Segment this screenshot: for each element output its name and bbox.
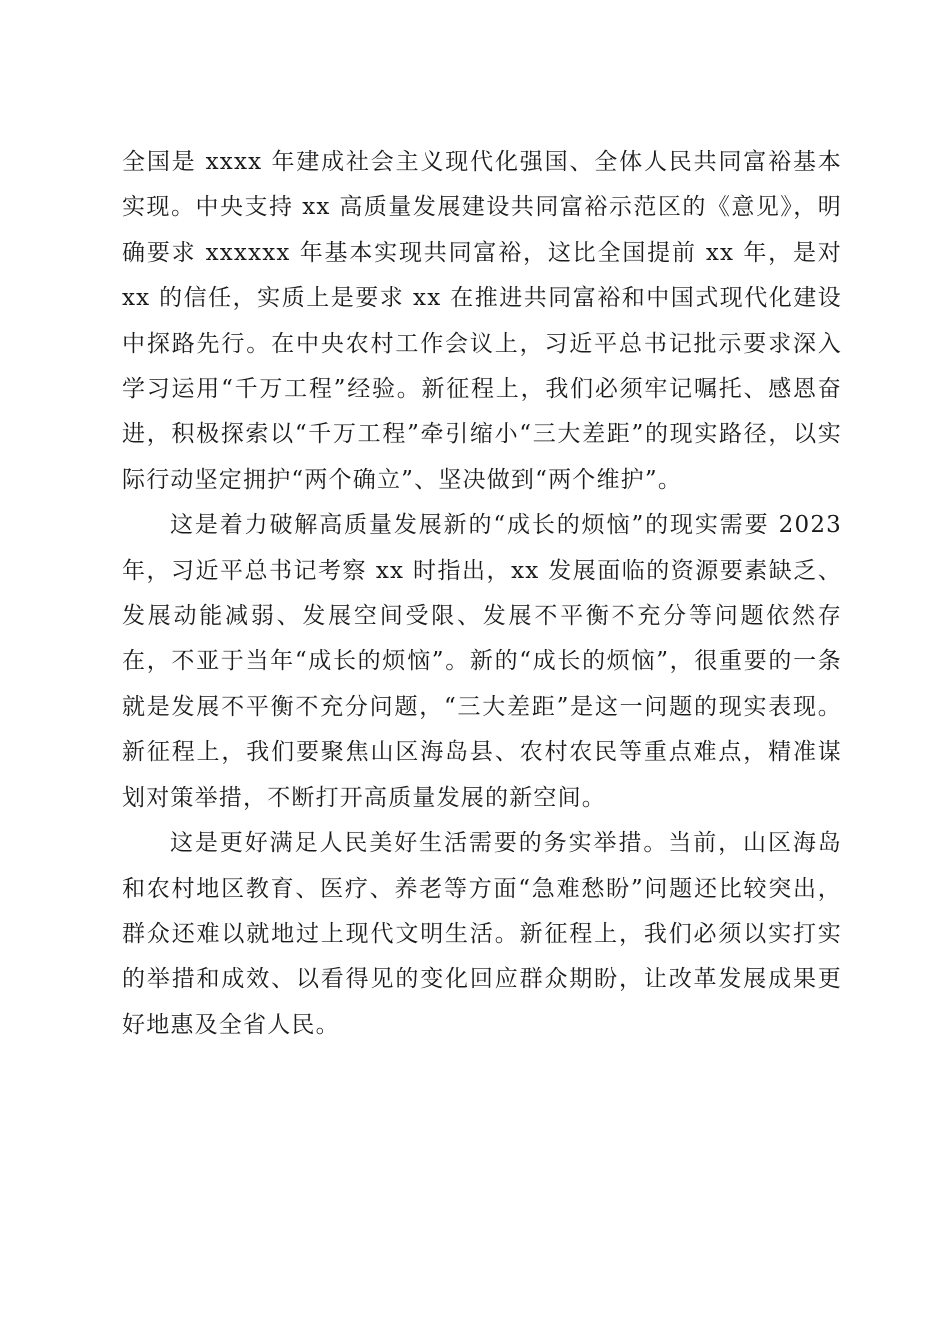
paragraph-3: 这是更好满足人民美好生活需要的务实举措。当前，山区海岛和农村地区教育、医疗、养老等方面“急难愁盼”问题还比较突出，群众还难以就地过上现代文明生活。新征程上，我们必须以实打实的举措和成效、以看得见的变化回应群众期盼，让改革发展成果更好地惠及全省人民。 — [122, 830, 842, 1038]
paragraph-2: 这是着力破解高质量发展新的“成长的烦恼”的现实需要 2023 年，习近平总书记考察 xx 时指出，xx 发展面临的资源要素缺乏、发展动能减弱、发展空间受限、发展不平衡不充分等问题依然存在，不亚于当年“成长的烦恼”。新的“成长的烦恼”，很重要的一条就是发展不平衡不充分问题，“三大差距”是这一问题的现实表现。新征程上，我们要聚焦山区海岛县、农村农民等重点难点，精准谋划对策举措，不断打开高质量发展的新空间。 — [122, 512, 842, 811]
paragraph-1: 全国是 xxxx 年建成社会主义现代化强国、全体人民共同富裕基本实现。中央支持 xx 高质量发展建设共同富裕示范区的《意见》，明确要求 xxxxxx 年基本实现共同富裕，这比全国提前 xx 年，是对 xx 的信任，实质上是要求 xx 在推进共同富裕和中国式现代化建设中探路先行。在中央农村工作会议上，习近平总书记批示要求深入学习运用“千万工程”经验。新征程上，我们必须牢记嘱托、感恩奋进，积极探索以“千万工程”牵引缩小“三大差距”的现实路径，以实际行动坚定拥护“两个确立”、坚决做到“两个维护”。 — [122, 149, 842, 493]
document-body — [122, 140, 842, 1048]
